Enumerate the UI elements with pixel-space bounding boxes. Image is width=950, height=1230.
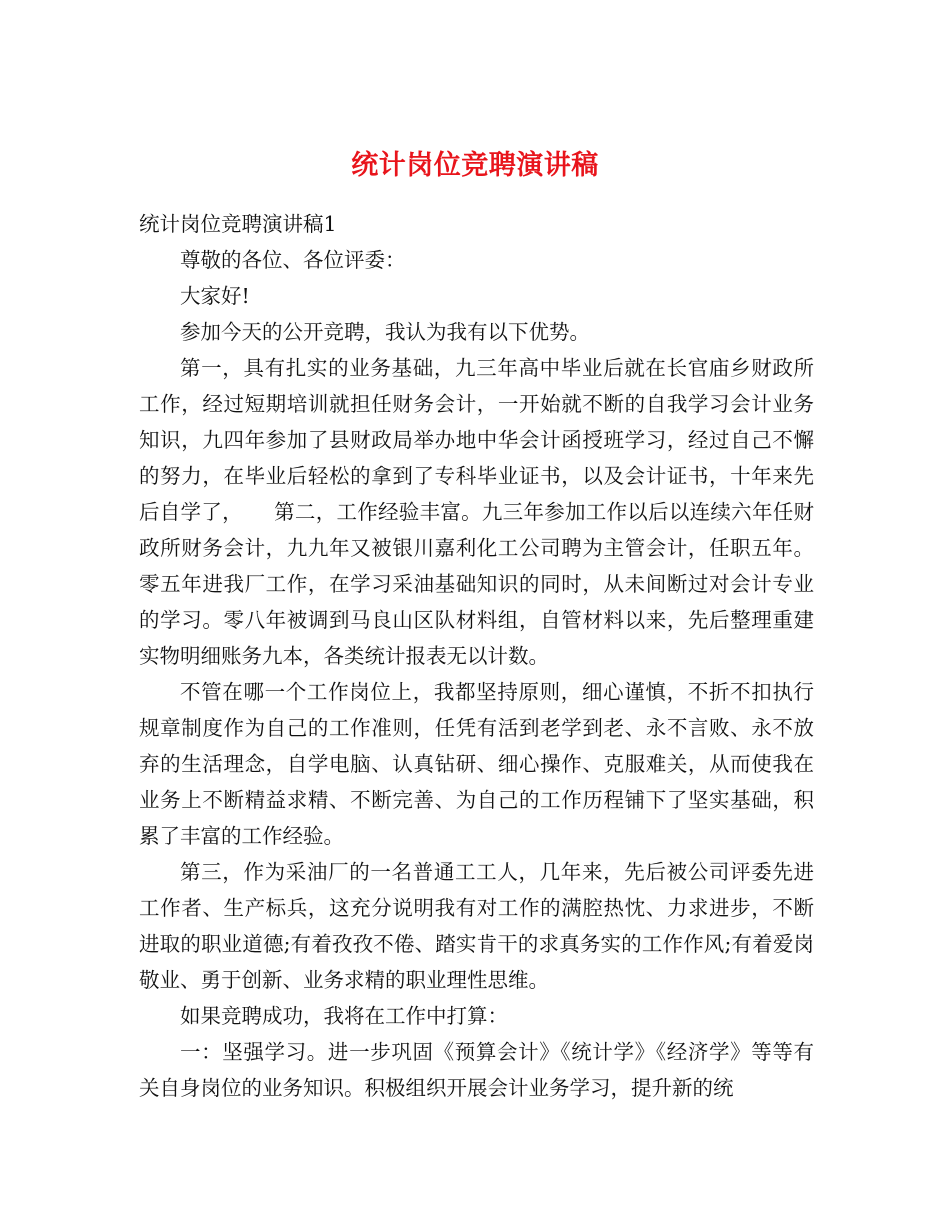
paragraph-salutation: 尊敬的各位、各位评委： [180, 248, 406, 272]
paragraph-first-second-points: 第一，具有扎实的业务基础，九三年高中毕业后就在长官庙乡财政所工作，经过短期培训就担任财务会计，一开始就不断的自我学习会计业务知识，九四年参加了县财政局举办地中华会计函授班学习，经过自己不懈的努力，在毕业后轻松的拿到了专科毕业证书，以及会计证书，十年来先后自学了， 第二，工作经验丰富。九三年参加工作以后以连续六年任财政所财务会计，九九年又被银川嘉利化工公司聘为主管会计，任职五年。零五年进我厂工作，在学习采油基础知识的同时，从未间断过对会计专业的学习。零八年被调到马良山区队材料组，自管材料以来，先后整理重建实物明细账务九本，各类统计报表无以计数。 [139, 356, 814, 668]
paragraph-plan-study: 一：坚强学习。进一步巩固《预算会计》《统计学》《经济学》等等有关自身岗位的业务知识。积极组织开展会计业务学习，提升新的统 [139, 1040, 814, 1100]
paragraph-third-point: 第三，作为采油厂的一名普通工工人，几年来，先后被公司评委先进工作者、生产标兵，这充分说明我有对工作的满腔热忱、力求进步，不断进取的职业道德;有着孜孜不倦、踏实肯干的求真务实的工作作风;有着爱岗敬业、勇于创新、业务求精的职业理性思维。 [139, 860, 814, 992]
document-body [139, 206, 814, 1106]
section-heading: 统计岗位竞聘演讲稿1 [139, 212, 337, 236]
paragraph-intro: 参加今天的公开竞聘，我认为我有以下优势。 [180, 320, 590, 344]
paragraph-greeting: 大家好! [180, 284, 250, 308]
paragraph-plan-intro: 如果竞聘成功，我将在工作中打算： [180, 1004, 508, 1028]
paragraph-principles: 不管在哪一个工作岗位上，我都坚持原则，细心谨慎，不折不扣执行规章制度作为自己的工作准则，任凭有活到老学到老、永不言败、永不放弃的生活理念，自学电脑、认真钻研、细心操作、克服难关，从而使我在业务上不断精益求精、不断完善、为自己的工作历程铺下了坚实基础，积累了丰富的工作经验。 [139, 680, 814, 848]
document-title: 统计岗位竞聘演讲稿 [351, 150, 599, 182]
